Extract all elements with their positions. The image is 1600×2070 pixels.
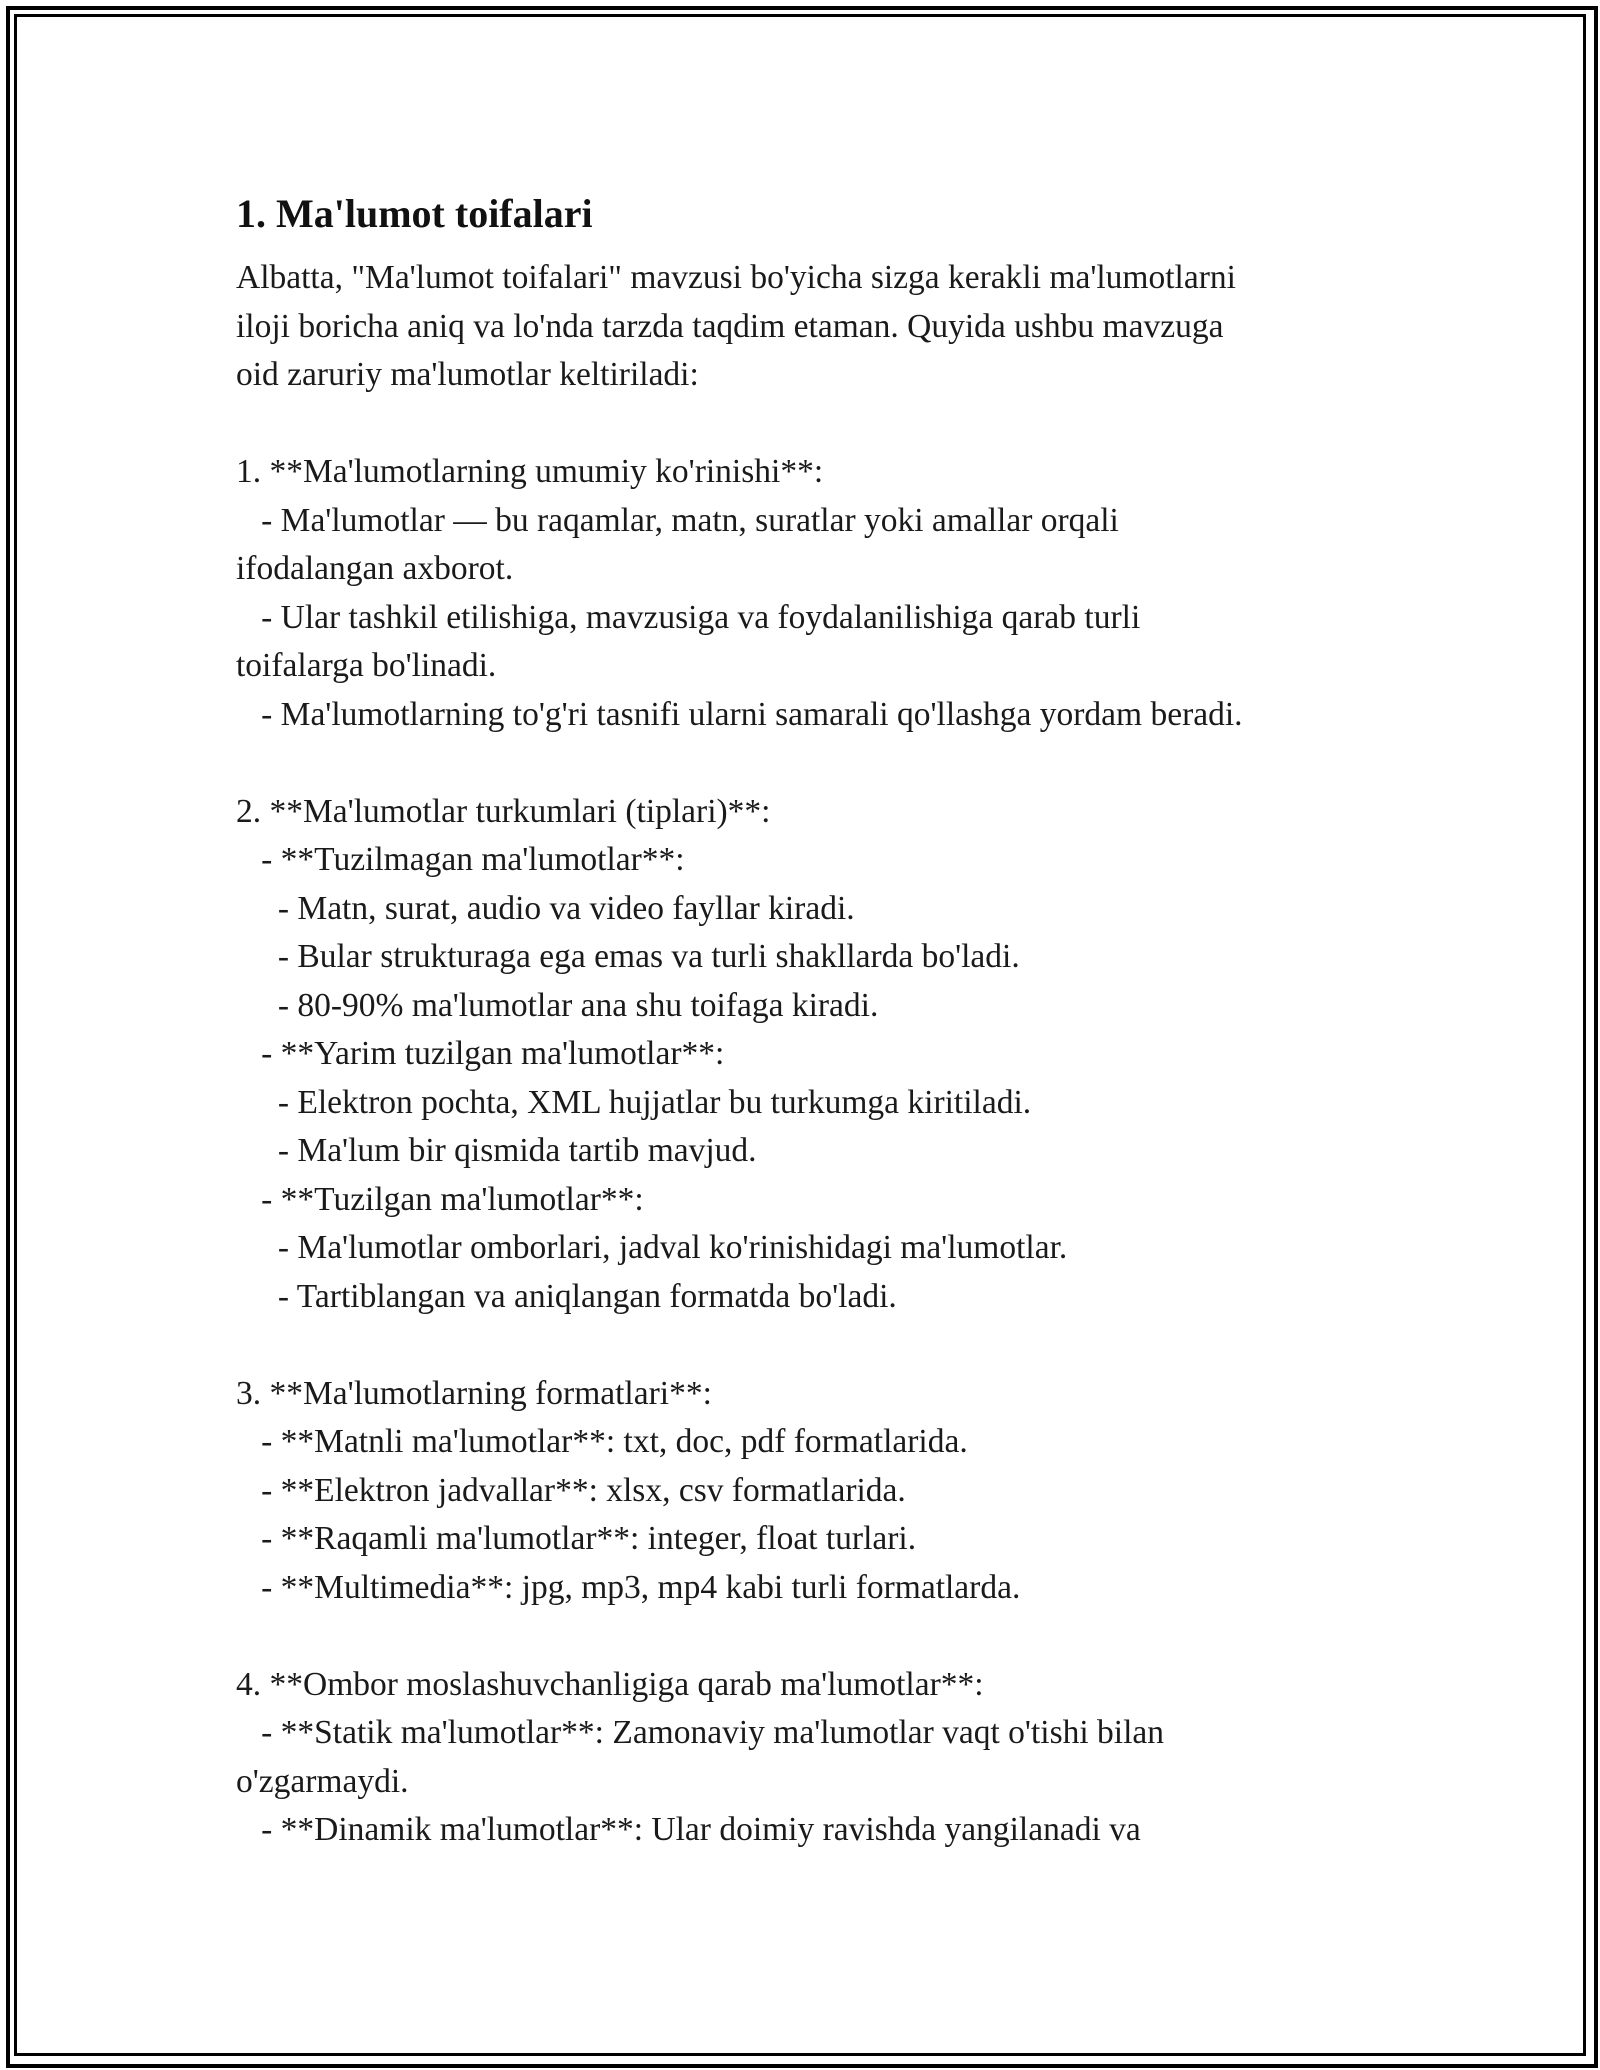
text-line: - Tartiblangan va aniqlangan formatda bo'ladi. [236,1277,897,1315]
text-line: - **Yarim tuzilgan ma'lumotlar**: [236,1035,725,1072]
text-line: 4. **Ombor moslashuvchanligiga qarab ma'lumotlar**: [236,1665,984,1703]
blank-line [236,1612,1386,1661]
text-line: oid zaruriy ma'lumotlar keltiriladi: [236,356,699,393]
text-line: toifalarga bo'linadi. [236,647,497,684]
text-line: - Ma'lumotlar — bu raqamlar, matn, suratlar yoki amallar orqali [236,501,1119,539]
document-body [236,254,1386,1855]
text-line: - **Matnli ma'lumotlar**: txt, doc, pdf formatlarida. [236,1423,968,1460]
text-line: - Elektron pochta, XML hujjatlar bu turkumga kiritiladi. [236,1083,1032,1121]
text-line: o'zgarmaydi. [236,1762,409,1800]
text-line: - 80-90% ma'lumotlar ana shu toifaga kiradi. [236,986,879,1024]
text-line: ifodalangan axborot. [236,550,514,587]
text-line: 1. **Ma'lumotlarning umumiy ko'rinishi**: [236,453,824,490]
blank-line [236,400,1386,449]
blank-line [236,1321,1386,1370]
text-line: 3. **Ma'lumotlarning formatlari**: [236,1374,712,1412]
document-page [236,188,1386,1855]
text-line: - **Statik ma'lumotlar**: Zamonaviy ma'lumotlar vaqt o'tishi bilan [236,1714,1165,1751]
document-title: 1. Ma'lumot toifalari [236,191,593,236]
text-line: - **Tuzilgan ma'lumotlar**: [236,1180,644,1218]
text-line: - **Multimedia**: jpg, mp3, mp4 kabi turli formatlarda. [236,1568,1021,1606]
text-line: - Ma'lumotlarning to'g'ri tasnifi ularni samarali qo'llashga yordam beradi. [236,695,1243,733]
text-line: - Ma'lumotlar omborlari, jadval ko'rinishidagi ma'lumotlar. [236,1229,1068,1266]
text-line: 2. **Ma'lumotlar turkumlari (tiplari)**: [236,792,771,830]
text-line: - Ular tashkil etilishiga, mavzusiga va foydalanilishiga qarab turli [236,598,1141,636]
text-line: - **Dinamik ma'lumotlar**: Ular doimiy ravishda yangilanadi va [236,1811,1141,1848]
text-line: - **Raqamli ma'lumotlar**: integer, float turlari. [236,1520,917,1557]
text-line: iloji boricha aniq va lo'nda tarzda taqdim etaman. Quyida ushbu mavzuga [236,307,1224,345]
text-line: - Matn, surat, audio va video fayllar kiradi. [236,889,855,927]
text-line: - Bular strukturaga ega emas va turli shakllarda bo'ladi. [236,938,1020,975]
text-line: Albatta, "Ma'lumot toifalari" mavzusi bo'yicha sizga kerakli ma'lumotlarni [236,259,1236,296]
text-line: - **Elektron jadvallar**: xlsx, csv formatlarida. [236,1471,906,1509]
blank-line [236,739,1386,788]
text-line: - **Tuzilmagan ma'lumotlar**: [236,841,685,878]
text-line: - Ma'lum bir qismida tartib mavjud. [236,1132,757,1169]
